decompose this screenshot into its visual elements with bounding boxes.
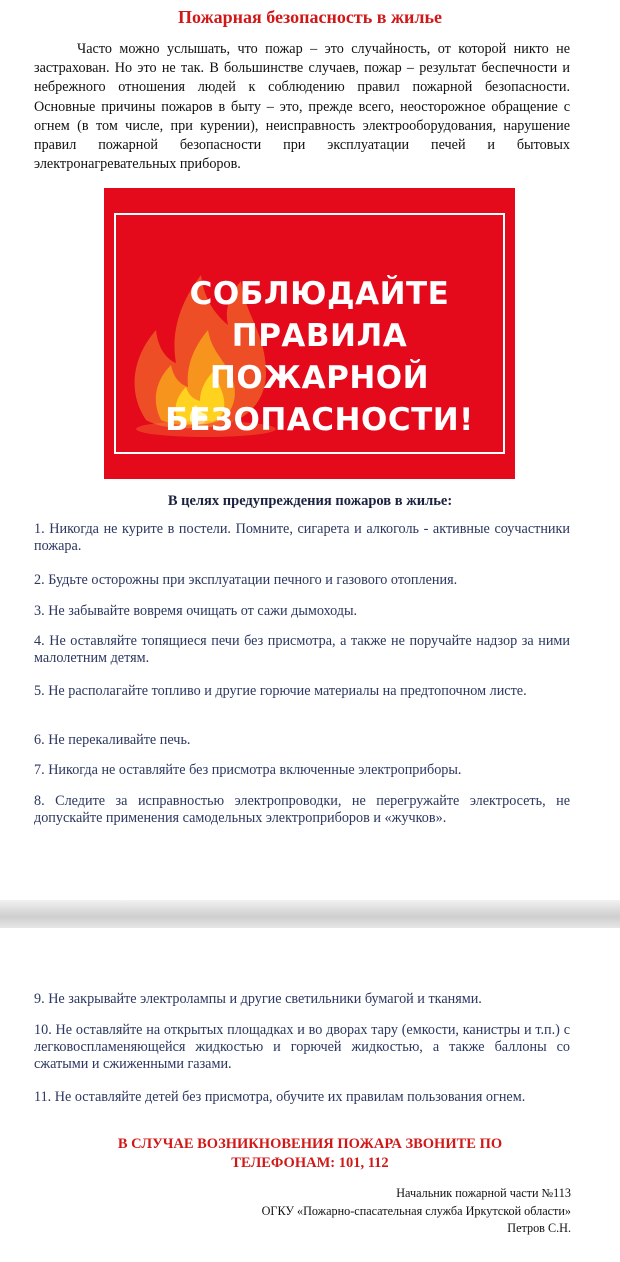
emergency-notice bbox=[0, 1135, 620, 1173]
banner-line: БЕЗОПАСНОСТИ! bbox=[165, 402, 474, 438]
rule-item: 11. Не оставляйте детей без присмотра, обучите их правилам пользования огнем. bbox=[34, 1089, 526, 1105]
banner-line: СОБЛЮДАЙТЕ bbox=[189, 276, 450, 312]
rule-item: 4. Не оставляйте топящиеся печи без присмотра, а также не поручайте надзор за ними малолетним детям. bbox=[34, 633, 570, 666]
signature-position: Начальник пожарной части №113 bbox=[396, 1186, 571, 1200]
page-separator bbox=[0, 900, 620, 928]
rule-item: 1. Никогда не курите в постели. Помните, сигарета и алкоголь - активные соучастники пожара. bbox=[34, 521, 570, 554]
fire-safety-banner bbox=[104, 188, 515, 479]
signature-name: Петров С.Н. bbox=[507, 1221, 571, 1235]
rule-item: 10. Не оставляйте на открытых площадках и во дворах тару (емкости, канистры и т.п.) с легковоспламеняющейся жидкостью и горючей жидкостью, а также баллоны со сжатыми и сжиженными газами. bbox=[34, 1022, 570, 1072]
banner-frame bbox=[114, 213, 505, 454]
rule-item: 3. Не забывайте вовремя очищать от сажи дымоходы. bbox=[34, 603, 358, 619]
signature-organization: ОГКУ «Пожарно-спасательная служба Иркутской области» bbox=[261, 1204, 571, 1218]
document-title: Пожарная безопасность в жилье bbox=[178, 7, 442, 27]
rule-item: 2. Будьте осторожны при эксплуатации печного и газового отопления. bbox=[34, 572, 458, 588]
document-page-2 bbox=[0, 928, 620, 1262]
banner-line: ПОЖАРНОЙ bbox=[209, 360, 430, 396]
rule-item: 5. Не располагайте топливо и другие горючие материалы на предтопочном листе. bbox=[34, 683, 527, 699]
rule-item: 6. Не перекаливайте печь. bbox=[34, 732, 191, 748]
banner-text bbox=[136, 273, 503, 441]
notice-phones: ТЕЛЕФОНАМ: 101, 112 bbox=[231, 1155, 389, 1171]
rules-subheading: В целях предупреждения пожаров в жилье: bbox=[167, 493, 453, 509]
banner-line: ПРАВИЛА bbox=[231, 318, 408, 354]
intro-paragraph bbox=[34, 40, 570, 174]
notice-line: В СЛУЧАЕ ВОЗНИКНОВЕНИЯ ПОЖАРА ЗВОНИТЕ ПО bbox=[117, 1136, 503, 1152]
rule-item: 9. Не закрывайте электролампы и другие светильники бумагой и тканями. bbox=[34, 991, 482, 1007]
intro-text: Часто можно услышать, что пожар – это случайность, от которой никто не застрахован. Но это не так. В большинстве случаев, пожар – результат беспечности и небрежного отношения людей к соблюдению правил пожарной безопасности. Основные причины пожаров в быту – это, прежде всего, неосторожное обращение с огнем (в том числе, при курении), неисправность электрооборудования, нарушение правил пожарной безопасности при эксплуатации печей и бытовых электронагревательных приборов. bbox=[34, 41, 570, 173]
rule-item: 8. Следите за исправностью электропроводки, не перегружайте электросеть, не допускайте применения самодельных электроприборов и «жучков». bbox=[34, 793, 570, 826]
rule-item: 7. Никогда не оставляйте без присмотра включенные электроприборы. bbox=[34, 762, 462, 778]
